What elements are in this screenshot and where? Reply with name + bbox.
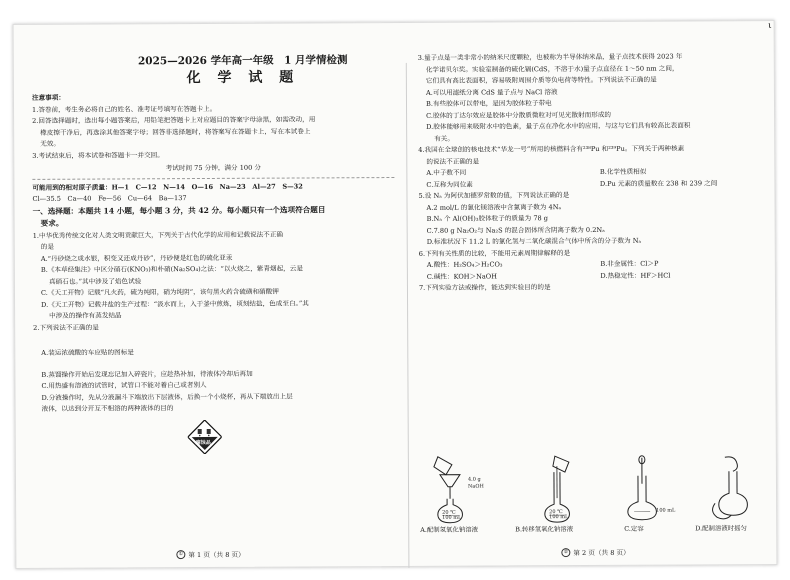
question-stem: 6.下列有关性质的比较，不能用元素周期律解释的是: [418, 248, 571, 258]
option-line: D.热稳定性：HF＞HCl: [600, 271, 671, 280]
option-line: C.碱性：KOH＞NaOH: [426, 271, 497, 281]
option-line: A.2 mol/L 的氯化镁溶液中含氯离子数为 4Nₐ: [426, 202, 562, 212]
lab-figure-c: [610, 451, 695, 536]
question-stem: 4.我国在全球创的核电技术“华龙一号”所用的核燃料含有²³⁸Pu 和²³⁹Pu。下列关于两种核素: [418, 144, 685, 154]
question-stem: 它们具有高比表面积，容易吸附周围介质等负电荷等特性。下列说法不正确的是: [425, 75, 657, 85]
option-line: C.胶体的丁达尔效应是胶体中分散质微粒对可见光散射而形成的: [426, 110, 612, 120]
question-stem: 化学诺贝尔奖。实验室制备的硫化镉(CdS，不溶于水)量子点直径在 1～50 nm 之间，: [425, 64, 679, 74]
option-line: A.可以用滤纸分离 CdS 量子点与 NaCl 溶液: [425, 87, 558, 97]
lab-caption: B.转移氢氧化钠溶液: [515, 525, 574, 534]
option-line: D.胶体能够用来吸附水中的色素，量子点在净化水中的应用，与这与它们具有较高比表面积: [426, 121, 691, 131]
lab-figure-d: [695, 451, 780, 536]
time-line: 考试时间 75 分钟，满分 100 分: [165, 163, 261, 173]
option-line: C.互称为同位素: [426, 180, 473, 189]
section-heading: 要求。: [40, 218, 64, 228]
lab-note: 100 mL: [656, 507, 676, 514]
option-line: A.酸性：H₂SO₄＞H₂CO₃: [426, 260, 503, 269]
question-stem: 2.下列说法不正确的是: [33, 323, 99, 332]
section-heading: 一、选择题：本题共 14 小题，每小题 3 分，共 42 分。每小题只有一个选项符合题目: [32, 204, 326, 216]
option-line: D.《天工开物》记载井盐的生产过程：“汲水而上，入于釜中煎炼，顷刻结盐，色成至白。”其: [41, 298, 309, 309]
left-page: [32, 53, 396, 415]
option-line: B.Nₐ 个 Al(OH)₃胶体粒子的质量为 78 g: [426, 214, 549, 223]
note-line: 无效。: [40, 139, 61, 148]
question-stem: 1.中华优秀传统文化对人类文明贡献巨大，下列关于古代化学的应用和记载说法不正确: [32, 230, 283, 240]
lab-note: 4.0 g: [467, 476, 481, 483]
lab-figure-a: [420, 452, 505, 537]
lab-note: NaOH: [467, 483, 484, 490]
option-line: B.《本草经集注》中区分硝石(KNO₃)和朴硝(Na₂SO₄)之法：“以火烧之，紫青烟起，云是: [40, 264, 303, 274]
option-line: A.“丹砂烧之成水银，积变又还成丹砂”，丹砂便是红色的硫化亚汞: [40, 253, 233, 263]
atomic-mass-line: 可能用到的相对原子质量：H—1 C—12 N—14 O—16 Na—23 Al—27 S—32: [32, 181, 303, 192]
exam-title: 2025—2026 学年高一年级 1 月学情检测: [137, 54, 348, 68]
option-line: C.《天工开物》记载“凡火药，硫为纯阳，硝为纯阴”，该句黑火药含硫磺和硝酸钾: [40, 287, 279, 297]
option-line: 液体，以达到分开互不相溶的两种液体的目的: [41, 404, 174, 413]
lab-caption: A.配制氢氧化钠溶液: [420, 525, 479, 534]
page-number: 第 1 页（共 8 页）: [188, 550, 245, 559]
volumetric-flask-funnel-icon: [430, 454, 500, 524]
left-footer: [176, 548, 244, 559]
dropper-flask-icon: [620, 453, 690, 523]
lab-note: 20 ℃ 100 mL: [549, 509, 569, 521]
atomic-mass-line: Cl—35.5 Ca—40 Fe—56 Cu—64 Ba—137: [32, 194, 187, 203]
corrosive-hazard-icon: [188, 420, 222, 454]
option-line: D.分液操作时，先从分液漏斗下端放出下层液体，后换一个小烧杯，再从下端放出上层: [41, 392, 293, 402]
lab-caption: D.配制溶液时摇匀: [695, 524, 747, 533]
hand-shaking-flask-icon: [705, 453, 775, 523]
page-circle: ②: [561, 548, 570, 557]
notes-heading: 注意事项：: [31, 93, 65, 102]
option-row: [419, 270, 774, 283]
question-stem: 7.下列实验方法或操作，能达到实验目的的是: [418, 283, 551, 292]
exam-sheet: [13, 20, 778, 569]
right-footer: [561, 546, 629, 557]
question-stem: 的说法不正确的是: [426, 157, 480, 166]
note-line: 2.回答选择题时，选出每小题答案后，用铅笔把答题卡上对应题目的答案字母涂黑，如需改动，用: [32, 115, 316, 125]
page-number: 第 2 页（共 8 页）: [573, 548, 630, 557]
page-fold: [406, 63, 410, 568]
lab-note: 20 ℃ 100 mL: [442, 509, 462, 521]
question-stem: 的是: [40, 242, 54, 251]
subject-title: 化 学 试 题: [186, 69, 300, 87]
option-line: C.7.80 g Na₂O₂与 Na₂S 的混合固体所含阴离子数为 0.2Nₐ: [426, 225, 605, 235]
right-page: [418, 51, 774, 294]
hazard-label: 腐蚀品: [195, 439, 211, 447]
option-line: C.用热盛有溶液的试管时，试管口不能对着自己或者别人: [41, 380, 207, 390]
option-line: D.标准状况下 11.2 L 的氯化氢与二氧化碳混合气体中所含的分子数为 Nₐ: [426, 236, 642, 246]
option-line: B.非金属性：Cl＞P: [600, 259, 659, 268]
corner-mark: ι: [768, 21, 772, 32]
divider: [32, 177, 394, 180]
note-line: 1.答卷前，考生务必将自己的姓名、准考证号填写在答题卡上。: [32, 104, 217, 114]
lab-caption: C.定容: [624, 524, 644, 533]
option-line: 中涉及的操作有蒸发结晶: [49, 311, 122, 320]
option-line: B.化学性质相似: [599, 167, 647, 176]
option-line: B.蒸馏操作开始后发现忘记加入碎瓷片，应趁热补加，待液体冷却后再加: [41, 369, 253, 379]
page-circle: ①: [176, 550, 185, 559]
question-stem: 5.设 Nₐ 为阿伏加德罗常数的值，下列说法正确的是: [418, 191, 570, 200]
note-line: 3.考试结束后，将本试卷和答题卡一并交回。: [32, 150, 164, 160]
question-stem: 3.量子点是一类非常小的纳米尺度颗粒，也被称为半导体纳米晶，量子点技术获得 2023 年: [417, 52, 683, 62]
lab-figure-b: [515, 452, 600, 537]
option-line: 真硝石也。”其中涉及了焰色试验: [48, 276, 142, 286]
note-line: 橡皮擦干净后，再选涂其他答案字母；回答非选择题时，将答案写在答题卡上，写在本试卷上: [40, 126, 311, 137]
option-line: 有关。: [434, 134, 454, 143]
option-line: A.中子数不同: [426, 168, 467, 177]
option-line: B.有些胶体可以带电，是因为胶体粒子带电: [425, 99, 552, 108]
option-line: D.Pu 元素的质量数在 238 和 239 之间: [599, 178, 718, 188]
option-row: [418, 178, 773, 191]
option-line: A.装运浓硫酸的车应贴的图标是: [41, 348, 134, 357]
lab-figures: [420, 451, 775, 538]
